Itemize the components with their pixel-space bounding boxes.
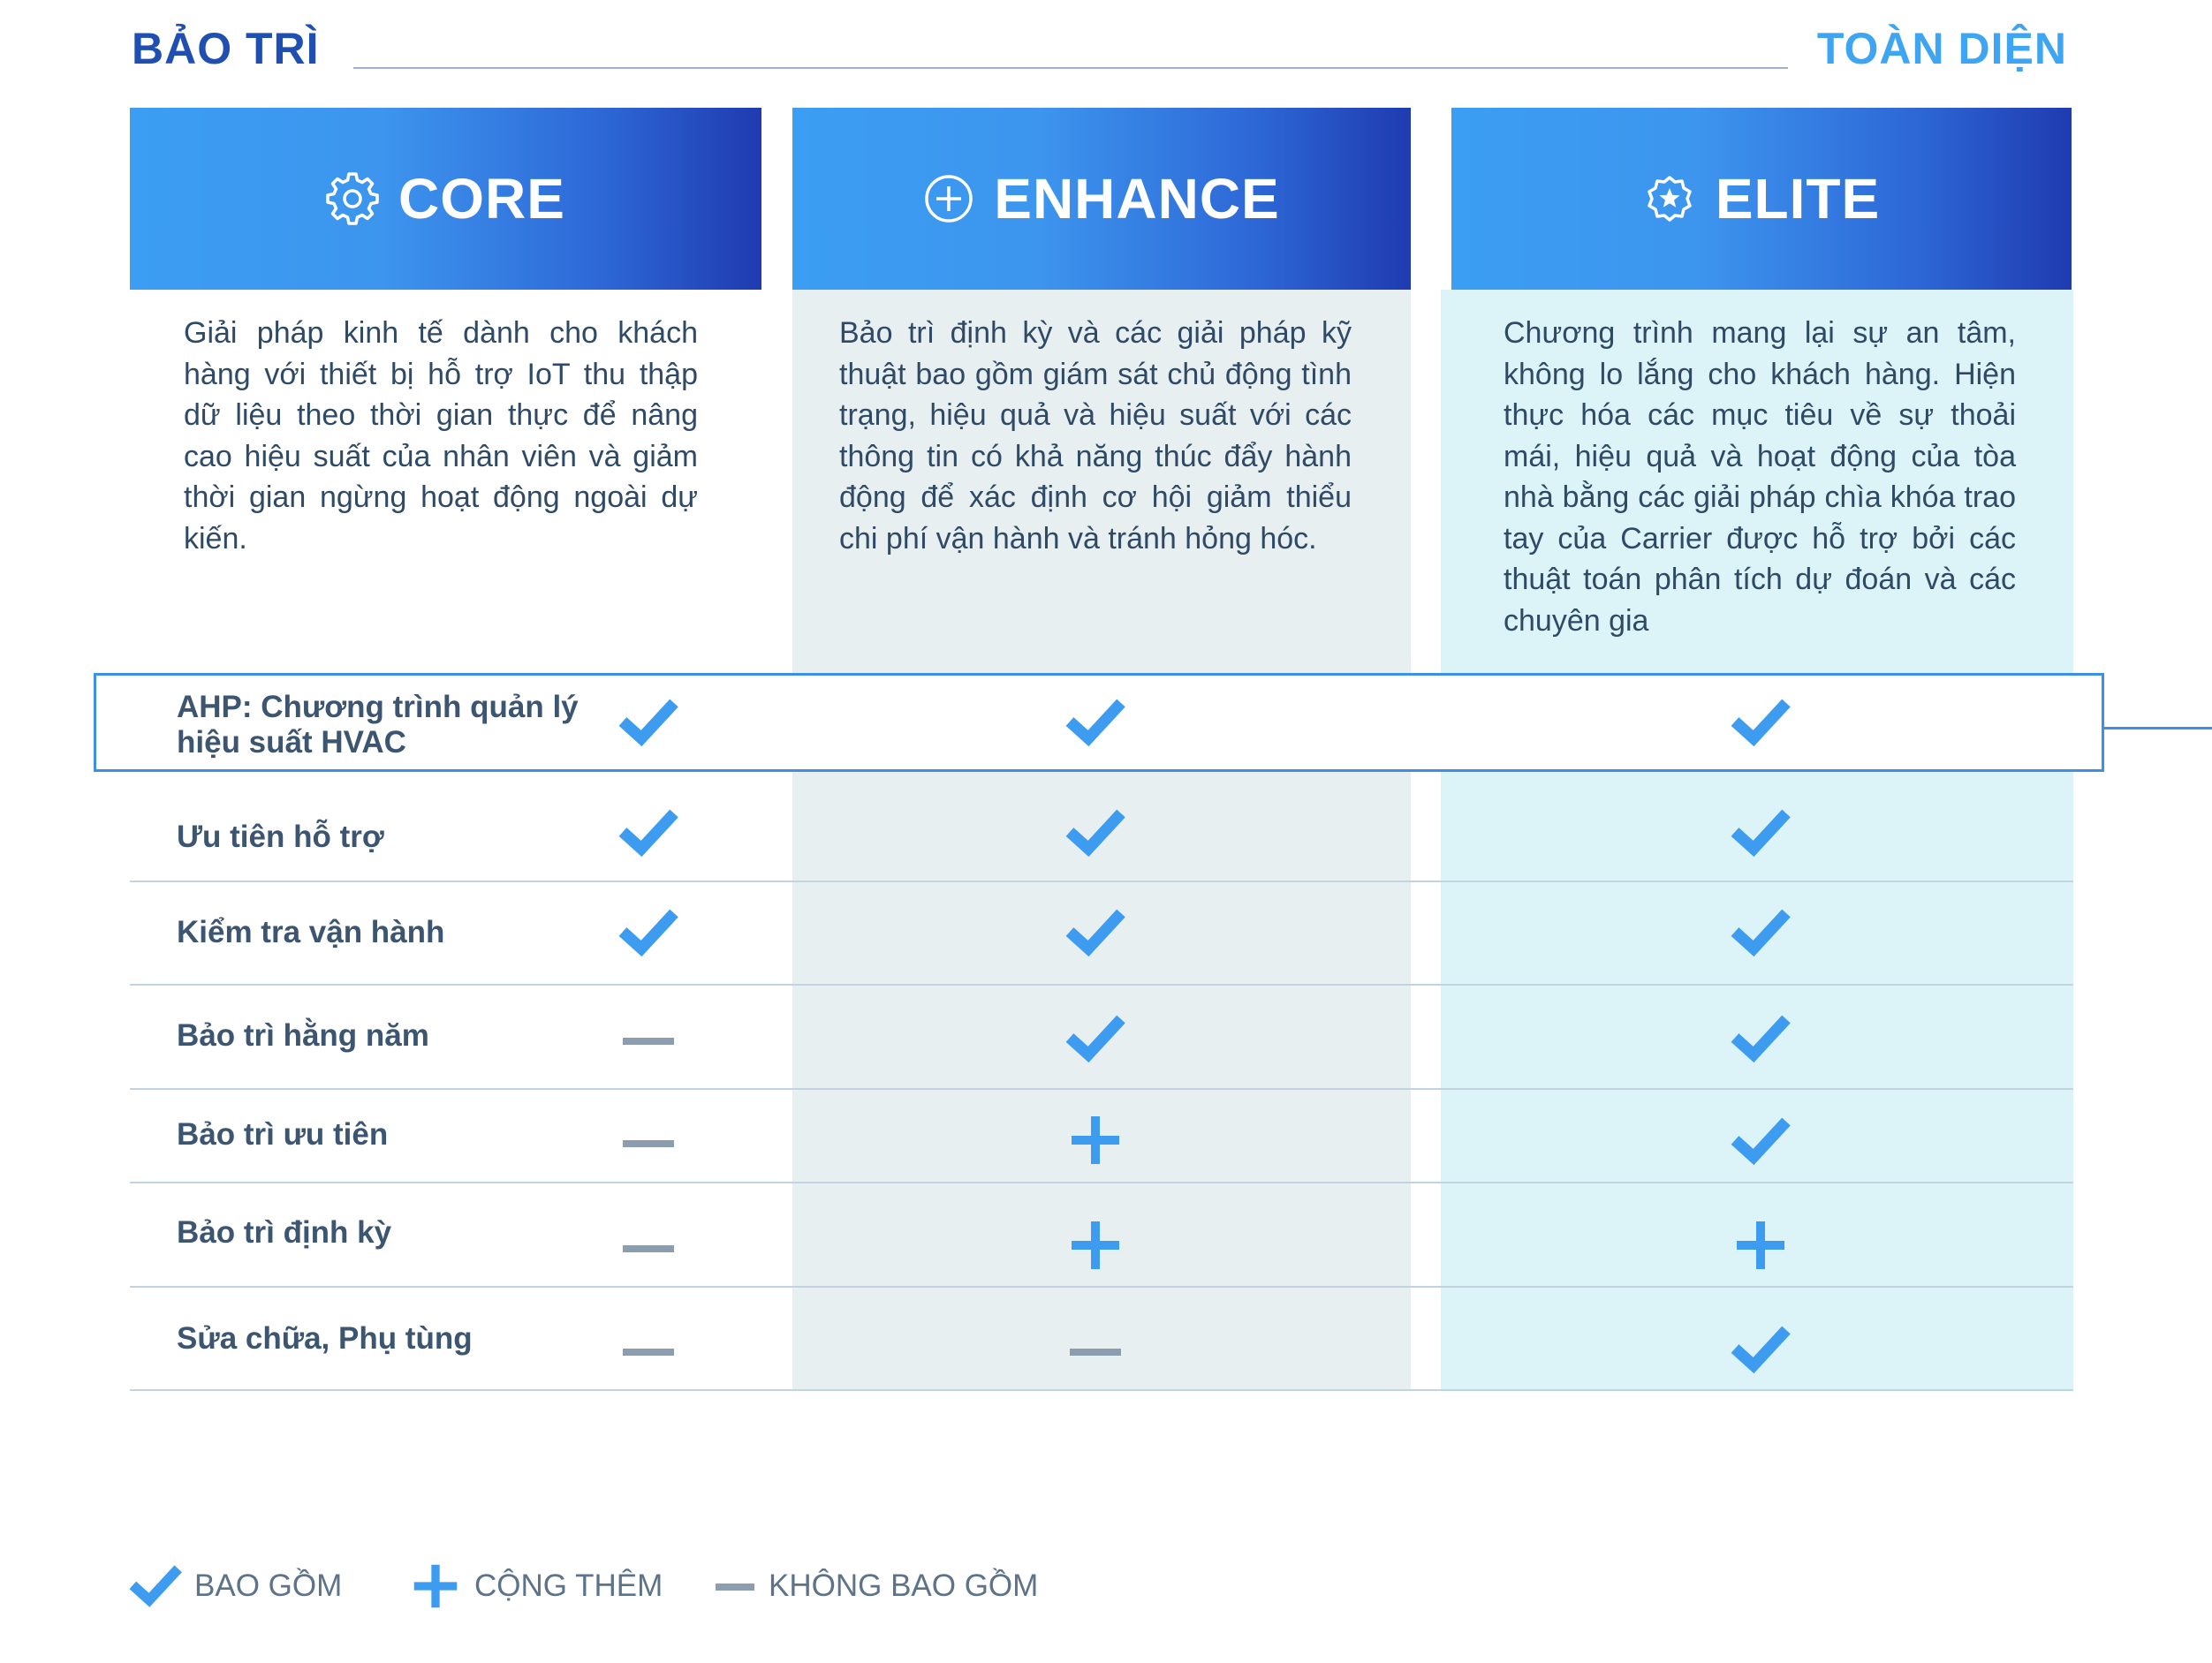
check-icon	[1064, 804, 1126, 858]
check-icon	[617, 804, 679, 858]
legend-plus-icon	[411, 1561, 460, 1611]
legend-included-label: BAO GỒM	[194, 1569, 343, 1603]
header-left-title: BẢO TRÌ	[132, 24, 320, 73]
plan-name-elite: ELITE	[1715, 167, 1881, 231]
dash-icon	[617, 1320, 679, 1375]
row-divider	[130, 1286, 2073, 1288]
check-icon	[617, 693, 679, 748]
plan-description-enhance: Bảo trì định kỳ và các giải pháp kỹ thuật bao gồm giám sát chủ động tình trạng, hiệu quả và hiệu suất với các thông tin có khả năng thúc đẩy hành động để xác định cơ hội giảm thiểu chi phí vận hành và tránh hỏng hóc.	[839, 316, 1352, 556]
check-icon	[617, 903, 679, 958]
legend-add-on-label: CỘNG THÊM	[474, 1569, 663, 1603]
feature-label-line: hiệu suất HVAC	[177, 725, 406, 760]
legend-check-icon	[128, 1560, 183, 1609]
feature-label-annual-maintenance: Bảo trì hằng năm	[177, 1018, 429, 1053]
feature-label-repair-parts: Sửa chữa, Phụ tùng	[177, 1321, 473, 1356]
check-icon	[1730, 1009, 1792, 1064]
plus-icon	[1730, 1217, 1792, 1272]
check-icon	[1064, 903, 1126, 958]
check-icon	[1730, 693, 1792, 748]
row-divider	[130, 881, 2073, 882]
row-divider	[130, 984, 2073, 986]
plan-description-elite: Chương trình mang lại sự an tâm, không lo lắng cho khách hàng. Hiện thực hóa các mục tiêu về sự thoải mái, hiệu quả và hoạt động của tòa nhà bằng các giải pháp chìa khóa trao tay của Carrier được hỗ trợ bởi các thuật toán phân tích dự đoán và các chuyên gia	[1504, 316, 2016, 638]
check-icon	[1730, 1320, 1792, 1375]
featured-row-connector	[2104, 727, 2212, 729]
circle-plus-icon	[923, 173, 974, 224]
feature-label-priority-maintenance: Bảo trì ưu tiên	[177, 1117, 389, 1152]
check-icon	[1064, 1009, 1126, 1064]
plan-header-enhance	[792, 108, 1411, 290]
header-right-title: TOÀN DIỆN	[1816, 24, 2067, 73]
plan-header-elite	[1451, 108, 2072, 290]
star-badge-icon	[1643, 172, 1696, 225]
legend-dash-icon	[716, 1584, 754, 1591]
feature-label-ahp	[177, 690, 579, 760]
feature-label-priority-support: Ưu tiên hỗ trợ	[177, 820, 384, 854]
dash-icon	[617, 1009, 679, 1064]
plan-header-core	[130, 108, 761, 290]
header-divider	[353, 67, 1788, 69]
dash-icon	[617, 1112, 679, 1167]
check-icon	[1064, 693, 1126, 748]
row-divider	[130, 1088, 2073, 1090]
row-divider	[130, 1182, 2073, 1183]
dash-icon	[1064, 1320, 1126, 1375]
check-icon	[1730, 903, 1792, 958]
plus-icon	[1064, 1112, 1126, 1167]
dash-icon	[617, 1217, 679, 1272]
check-icon	[1730, 1112, 1792, 1167]
plan-description-core: Giải pháp kinh tế dành cho khách hàng với thiết bị hỗ trợ IoT thu thập dữ liệu theo thời gian thực để nâng cao hiệu suất của nhân viên và giảm thời gian ngừng hoạt động ngoài dự kiến.	[184, 316, 698, 556]
feature-label-line: AHP: Chương trình quản lý	[177, 690, 579, 724]
check-icon	[1730, 804, 1792, 858]
feature-label-periodic-maintenance: Bảo trì định kỳ	[177, 1215, 392, 1250]
row-divider	[130, 1389, 2073, 1391]
plan-name-core: CORE	[398, 167, 565, 231]
legend-not-included-label: KHÔNG BAO GỒM	[769, 1569, 1039, 1603]
plan-name-enhance: ENHANCE	[994, 167, 1280, 231]
gear-icon	[326, 172, 379, 225]
feature-label-operation-check: Kiểm tra vận hành	[177, 915, 445, 949]
plus-icon	[1064, 1217, 1126, 1272]
